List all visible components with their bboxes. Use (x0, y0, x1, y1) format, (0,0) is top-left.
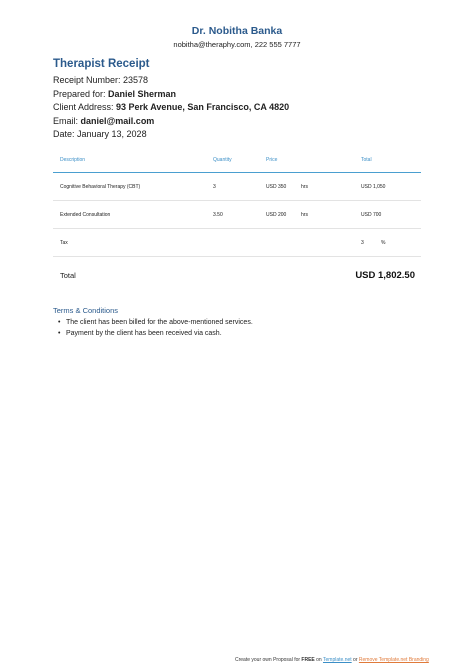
terms-title: Terms & Conditions (53, 306, 119, 315)
row-quantity: 3.50 (213, 212, 223, 218)
tax-row (53, 229, 421, 257)
header-quantity: Quantity (213, 157, 232, 163)
bullet-icon: • (58, 330, 61, 337)
row-unit: hrs (301, 184, 308, 190)
client-address-label: Client Address: (53, 102, 117, 112)
email-label: Email: (53, 116, 81, 126)
terms-item-text: The client has been billed for the above-mentioned services. (66, 319, 253, 326)
table-header (53, 152, 421, 173)
doctor-name: Dr. Nobitha Banka (191, 25, 283, 37)
grand-total-label: Total (60, 271, 76, 280)
client-address-line (53, 102, 289, 112)
row-price: USD 350 (266, 184, 287, 190)
row-description: Extended Consultation (60, 212, 111, 218)
list-item (58, 318, 253, 329)
row-price: USD 200 (266, 212, 287, 218)
footer-or: or (351, 657, 359, 663)
terms-list (58, 318, 253, 340)
grand-total-row (53, 257, 421, 295)
grand-total-value: USD 1,802.50 (355, 270, 415, 281)
client-address-value: 93 Perk Avenue, San Francisco, CA 4820 (116, 102, 290, 112)
row-unit: hrs (301, 212, 308, 218)
header-price: Price (266, 157, 278, 163)
remove-branding-link[interactable]: Remove Template.net Branding (358, 657, 429, 663)
receipt-title: Therapist Receipt (53, 58, 150, 70)
date-line (53, 129, 147, 139)
row-description: Cognitive Behavioral Therapy (CBT) (60, 184, 141, 190)
header-description: Description (60, 157, 86, 163)
row-quantity: 3 (213, 184, 216, 190)
tax-unit: % (381, 240, 386, 246)
contact-info: nobitha@theraphy.com, 222 555 7777 (173, 40, 301, 49)
row-total: USD 700 (361, 212, 382, 218)
receipt-number-label: Receipt Number: (53, 75, 124, 85)
tax-value: 3 (361, 240, 364, 246)
table-row (53, 173, 421, 201)
row-total: USD 1,050 (361, 184, 386, 190)
prepared-for-label: Prepared for: (53, 89, 109, 99)
services-table (53, 152, 421, 295)
prepared-for-line (53, 89, 176, 99)
footer-prefix: Create your own Proposal for (235, 657, 302, 663)
terms-item-text: Payment by the client has been received via cash. (66, 330, 222, 337)
table-row (53, 201, 421, 229)
tax-label: Tax (60, 240, 68, 246)
receipt-number-value: 23578 (123, 75, 149, 85)
email-value: daniel@mail.com (80, 116, 155, 126)
footer-branding (235, 657, 429, 663)
date-label: Date: (53, 129, 78, 139)
footer-on: on (314, 657, 324, 663)
bullet-icon: • (58, 319, 61, 326)
header-total: Total (361, 157, 372, 163)
receipt-number-line (53, 75, 148, 85)
date-value: January 13, 2028 (77, 129, 147, 139)
template-net-link[interactable]: Template.net (323, 657, 352, 663)
list-item (58, 329, 253, 340)
email-line (53, 116, 154, 126)
prepared-for-value: Daniel Sherman (108, 89, 177, 99)
footer-free: FREE (301, 657, 315, 663)
